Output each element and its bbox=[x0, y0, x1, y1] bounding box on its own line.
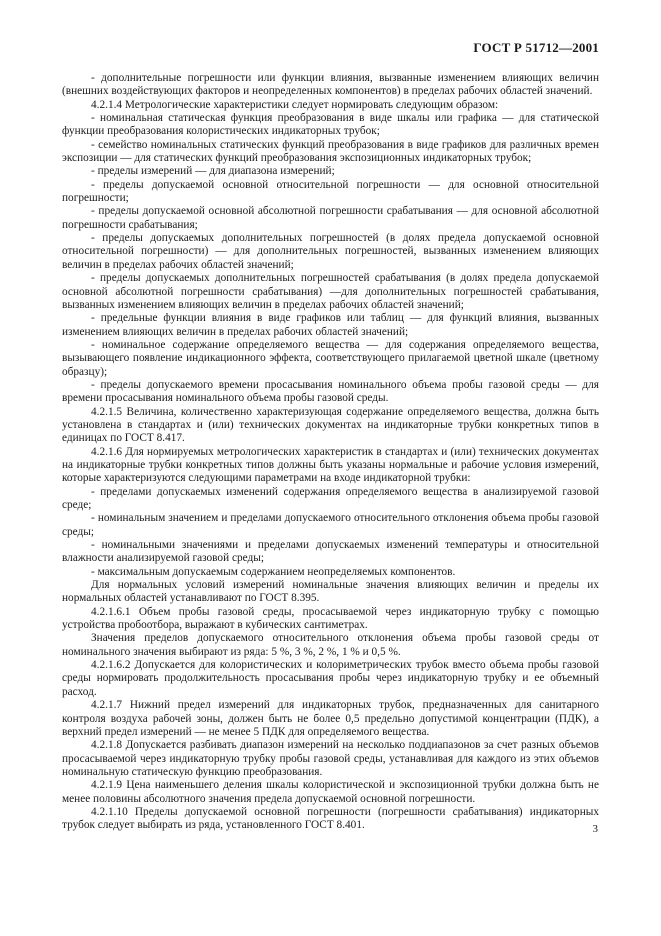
document-code-header: ГОСТ Р 51712—2001 bbox=[473, 40, 599, 55]
paragraph: - пределы допускаемой основной относительной погрешности — для основной относительной погрешности; bbox=[62, 178, 599, 205]
paragraph: - пределами допускаемых изменений содержания определяемого вещества в анализируемой газовой среде; bbox=[62, 485, 599, 511]
paragraph: - предельные функции влияния в виде графиков или таблиц — для функций влияния, вызванных изменением влияющих величин в пределах рабочих областей значений; bbox=[62, 312, 599, 338]
paragraph: 4.2.1.4 Метрологические характеристики следует нормировать следующим образом: bbox=[91, 98, 499, 111]
paragraph: - пределы допускаемых дополнительных погрешностей срабатывания (в долях предела допускаемой основной абсолютной погрешности срабатывания) —для дополнительных погрешностей срабатывания, вызванных изменением влияющих величин в пределах рабочих областей значений; bbox=[62, 272, 599, 311]
page-number: 3 bbox=[592, 823, 598, 835]
paragraph: 4.2.1.10 Пределы допускаемой основной погрешности (погрешности срабатывания) индикаторных трубок следует выбирать из ряда, установленного ГОСТ 8.401. bbox=[62, 805, 599, 832]
paragraph: - дополнительные погрешности или функции влияния, вызванные изменением влияющих величин (внешних воздействующих факторов и неопределенных компонентов) в пределах рабочих областей значений. bbox=[62, 72, 599, 98]
paragraph: - номинальная статическая функция преобразования в виде шкалы или графика — для статической функции преобразования колористических индикаторных трубок; bbox=[62, 112, 599, 138]
paragraph: 4.2.1.7 Нижний предел измерений для индикаторных трубок, предназначенных для санитарного контроля воздуха рабочей зоны, должен быть не более 0,5 предельно допустимой концентрации (ПДК), а верхний предел измерений — не менее 5 ПДК для определяемого вещества. bbox=[62, 699, 599, 738]
paragraph: - номинальными значениями и пределами допускаемых изменений температуры и относительной влажности анализируемой газовой среды; bbox=[62, 539, 599, 565]
paragraph: - пределы допускаемого времени просасывания номинального объема пробы газовой среды — для времени просасывания номинального объема пробы газовой среды. bbox=[62, 378, 599, 405]
paragraph: - семейство номинальных статических функций преобразования в виде графиков для различных времен экспозиции — для статических функций преобразования экспозиционных индикаторных трубок; bbox=[62, 138, 599, 165]
paragraph: - номинальное содержание определяемого вещества — для содержания определяемого вещества, вызывающего появление индикационного эффекта, соответствующего прилагаемой цветной шкале (цветному образцу); bbox=[62, 338, 599, 378]
paragraph: Значения пределов допускаемого относительного отклонения объема пробы газовой среды от номинального значения выбирают из ряда: 5 %, 3 %, 2 %, 1 % и 0,5 %. bbox=[62, 632, 599, 658]
paragraph: - пределы допускаемой основной абсолютной погрешности срабатывания — для основной абсолютной погрешности срабатывания; bbox=[62, 205, 599, 231]
paragraph: 4.2.1.8 Допускается разбивать диапазон измерений на несколько поддиапазонов за счет разных объемов просасываемой через индикаторную трубку пробы газовой среды, устанавливая для каждого из этих объемов номинальную статическую функцию преобразования. bbox=[62, 739, 599, 778]
body-text bbox=[62, 72, 599, 833]
paragraph: 4.2.1.9 Цена наименьшего деления шкалы колористической и экспозиционной трубки должна быть не менее половины абсолютного значения предела допускаемой основной погрешности. bbox=[62, 779, 599, 805]
paragraph: - максимальным допускаемым содержанием неопределяемых компонентов. bbox=[91, 565, 456, 578]
paragraph: 4.2.1.6.1 Объем пробы газовой среды, просасываемой через индикаторную трубку с помощью устройства пробоотбора, выражают в кубических сантиметрах. bbox=[62, 605, 599, 632]
paragraph: - номинальным значением и пределами допускаемого относительного отклонения объема пробы газовой среды; bbox=[62, 512, 599, 538]
paragraph: 4.2.1.5 Величина, количественно характеризующая содержание определяемого вещества, должна быть установлена в стандартах и (или) технических документах на индикаторные трубки конкретных типов в единицах по ГОСТ 8.417. bbox=[62, 405, 599, 445]
paragraph: 4.2.1.6.2 Допускается для колористических и колориметрических трубок вместо объема пробы газовой среды нормировать продолжительность просасывания пробы через индикаторную трубку и ее объемный расход. bbox=[62, 659, 599, 698]
paragraph: 4.2.1.6 Для нормируемых метрологических характеристик в стандартах и (или) технических документах на индикаторные трубки конкретных типов должны быть указаны нормальные и рабочие условия измерений, которые характеризуются следующими параметрами на входе индикаторной трубки: bbox=[62, 445, 599, 485]
paragraph: - пределы измерений — для диапазона измерений; bbox=[91, 165, 335, 178]
paragraph: - пределы допускаемых дополнительных погрешностей (в долях предела допускаемой основной относительной погрешности) — для дополнительных погрешностей, вызванных изменением влияющих величин в пределах рабочих областей значений; bbox=[62, 232, 599, 271]
paragraph: Для нормальных условий измерений номинальные значения влияющих величин и пределы их нормальных областей устанавливают по ГОСТ 8.395. bbox=[62, 579, 599, 605]
